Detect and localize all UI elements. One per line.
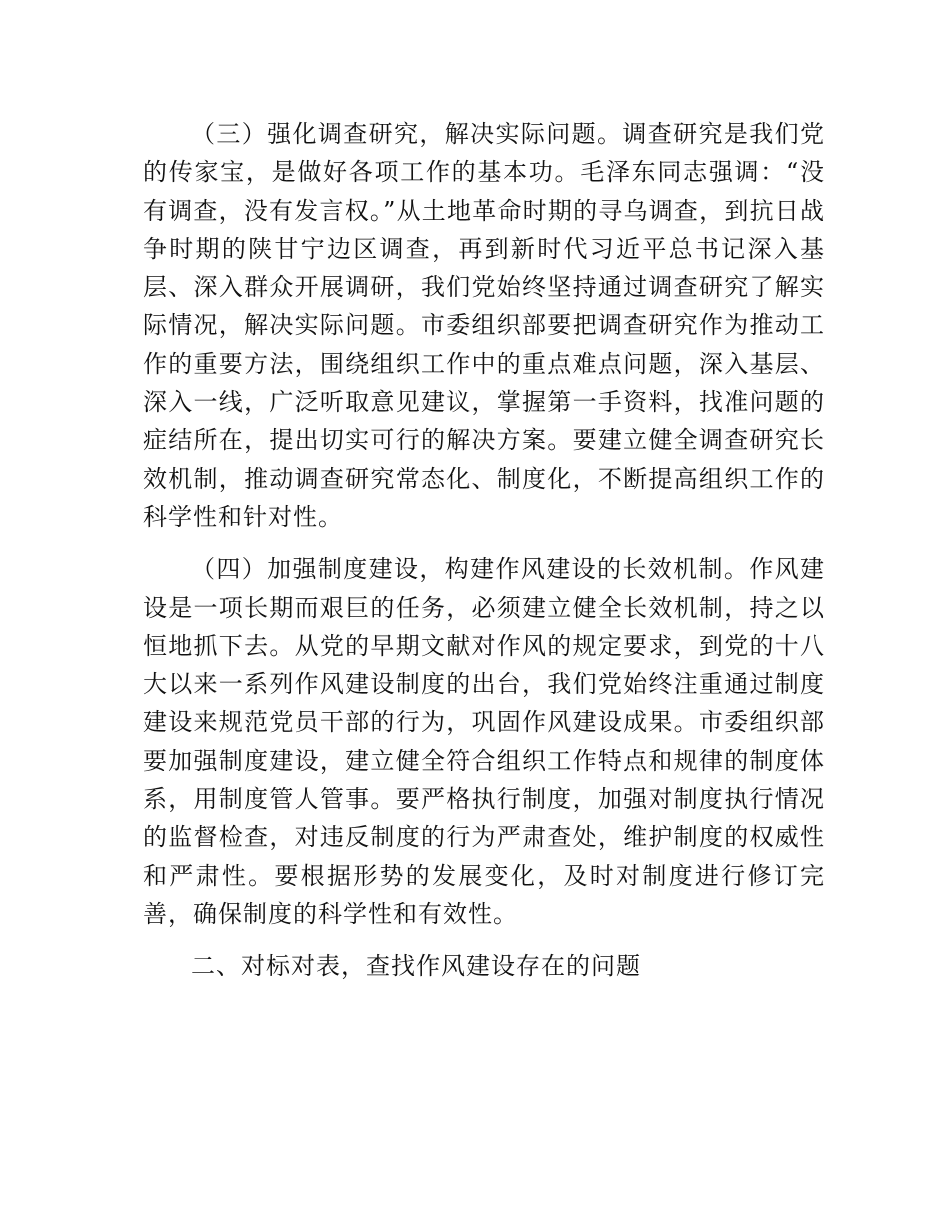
document-body [143, 115, 825, 986]
paragraph-institution-building: （四）加强制度建设，构建作风建设的长效机制。作风建设是一项长期而艰巨的任务，必须建立健全长效机制，持之以恒地抓下去。从党的早期文献对作风的规定要求，到党的十八大以来一系列作风建设制度的出台，我们党始终注重通过制度建设来规范党员干部的行为，巩固作风建设成果。市委组织部要加强制度建设，建立健全符合组织工作特点和规律的制度体系，用制度管人管事。要严格执行制度，加强对制度执行情况的监督检查，对违反制度的行为严肃查处，维护制度的权威性和严肃性。要根据形势的发展变化，及时对制度进行修订完善，确保制度的科学性和有效性。 [143, 555, 825, 928]
paragraph-investigation-research: （三）强化调查研究，解决实际问题。调查研究是我们党的传家宝，是做好各项工作的基本功。毛泽东同志强调：“没有调查，没有发言权。”从土地革命时期的寻乌调查，到抗日战争时期的陕甘宁边区调查，再到新时代习近平总书记深入基层、深入群众开展调研，我们党始终坚持通过调查研究了解实际情况，解决实际问题。市委组织部要把调查研究作为推动工作的重要方法，围绕组织工作中的重点难点问题，深入基层、深入一线，广泛听取意见建议，掌握第一手资料，找准问题的症结所在，提出切实可行的解决方案。要建立健全调查研究长效机制，推动调查研究常态化、制度化，不断提高组织工作的科学性和针对性。 [143, 120, 825, 531]
section-heading: 二、对标对表，查找作风建设存在的问题 [191, 952, 641, 981]
